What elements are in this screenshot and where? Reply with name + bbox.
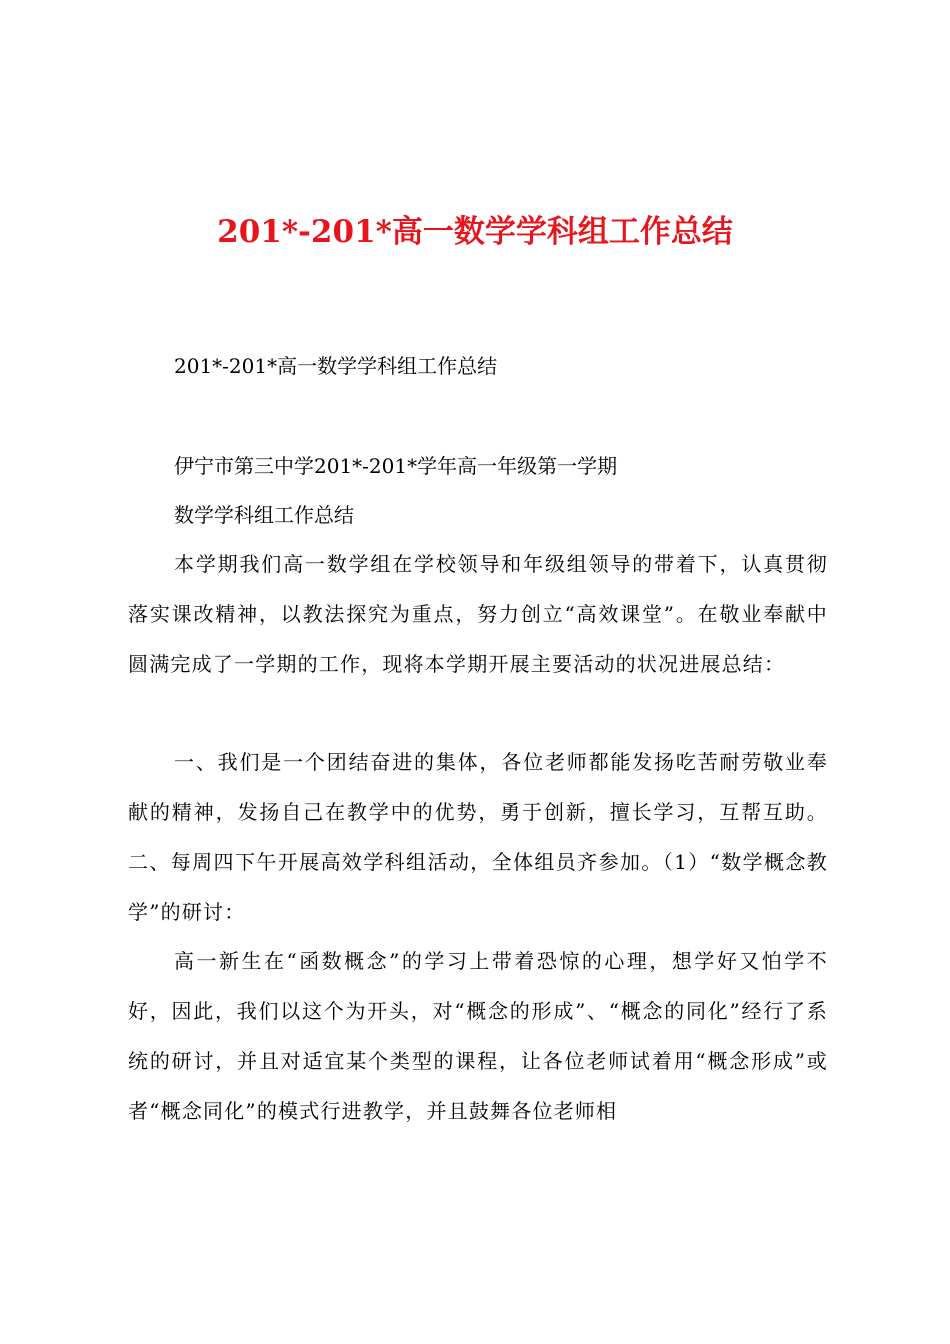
document-subtitle: 201*-201*高一数学学科组工作总结 [174,354,498,378]
paragraph-team: 一、我们是一个团结奋进的集体，各位老师都能发扬吃苦耐劳敬业奉献的精神，发扬自己在教学中的优势，勇于创新，擅长学习，互帮互助。二、每周四下午开展高效学科组活动，全体组员齐参加。（1）“数学概念教学”的研讨： [128,750,828,924]
paragraph-function-concept: 高一新生在“函数概念”的学习上带着恐惊的心理，想学好又怕学不好，因此，我们以这个为开头，对“概念的形成”、“概念的同化”经行了系统的研讨，并且对适宜某个类型的课程，让各位老师试着用“概念形成”或者“概念同化”的模式行进教学，并且鼓舞各位老师相 [128,949,828,1123]
subject-line: 数学学科组工作总结 [174,503,354,527]
school-line: 伊宁市第三中学201*-201*学年高一年级第一学期 [174,454,618,478]
document-title: 201*-201*高一数学学科组工作总结 [217,214,733,250]
paragraph-intro: 本学期我们高一数学组在学校领导和年级组领导的带着下，认真贯彻落实课改精神，以教法探究为重点，努力创立“高效课堂”。在敬业奉献中圆满完成了一学期的工作，现将本学期开展主要活动的状况进展总结： [128,552,828,676]
